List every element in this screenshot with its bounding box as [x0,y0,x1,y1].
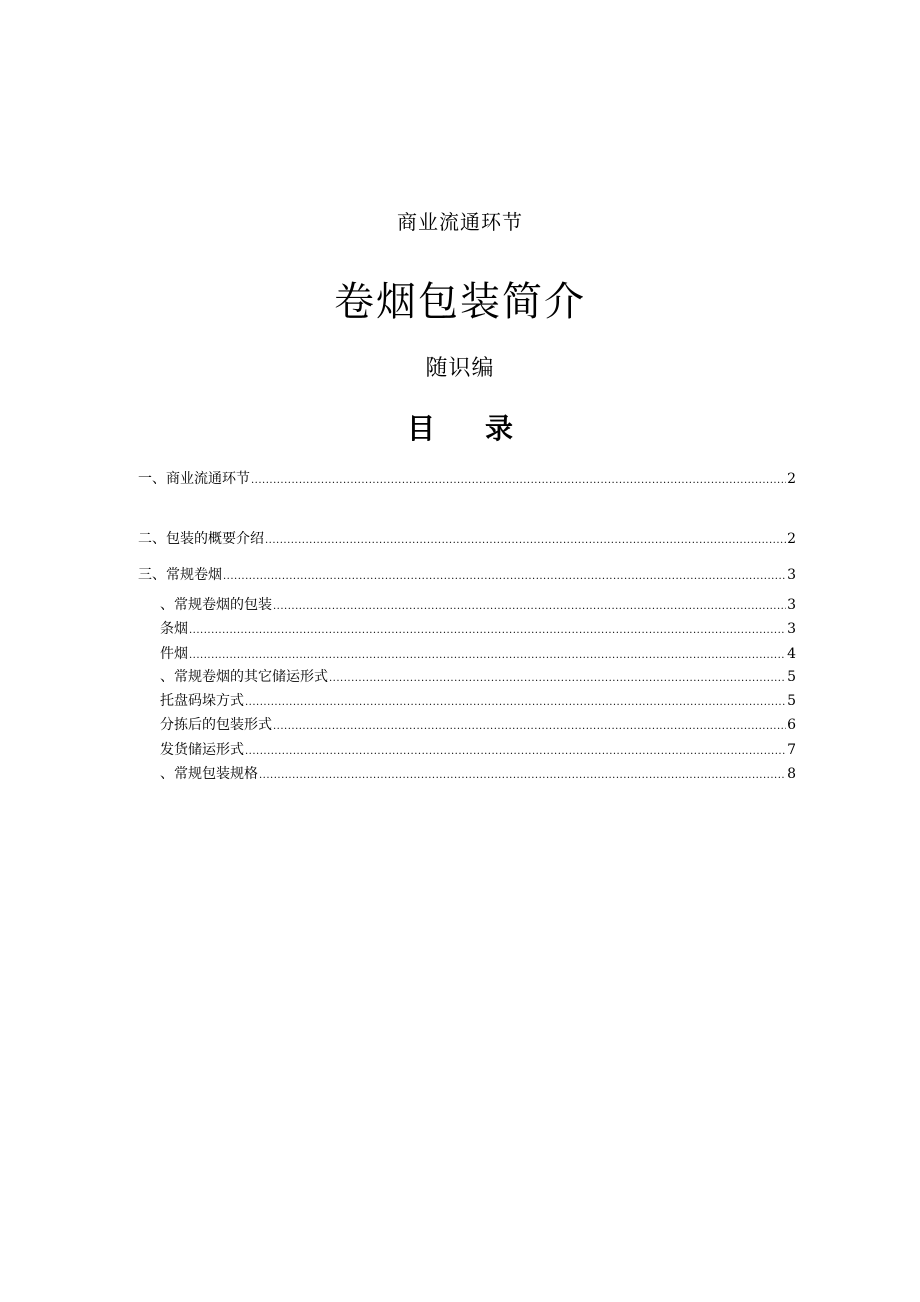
toc-entry-label: 、常规卷烟的其它储运形式 [160,669,328,685]
toc-entry[interactable] [160,620,796,638]
toc-entry-page: 5 [787,693,796,709]
toc-entry[interactable] [138,470,796,488]
toc-entry[interactable] [160,741,796,759]
toc-entry[interactable] [138,566,796,584]
toc-entry[interactable] [160,645,796,663]
toc-heading-right: 录 [485,412,514,445]
toc-entry-label: 发货储运形式 [160,742,244,758]
toc-entry[interactable] [160,668,796,686]
toc-entry-page: 5 [787,669,796,685]
toc-entry-label: 托盘码垛方式 [160,693,244,709]
toc-dot-leader [265,532,786,550]
toc-entry-page: 8 [787,766,796,782]
toc-entry-page: 4 [787,646,796,662]
toc-entry-page: 3 [787,567,796,583]
toc-entry[interactable] [160,765,796,783]
toc-dot-leader [259,767,786,785]
toc-dot-leader [273,718,786,736]
toc-entry-label: 、常规卷烟的包装 [160,597,272,613]
toc-dot-leader [251,472,786,490]
toc-entry-page: 3 [787,597,796,613]
toc-entry[interactable] [138,530,796,548]
toc-entry-label: 件烟 [160,646,188,662]
toc-dot-leader [273,598,786,616]
toc-dot-leader [245,694,786,712]
toc-entry-page: 2 [787,531,796,547]
toc-heading-left: 目 [406,412,435,445]
toc-entry-label: 一、商业流通环节 [138,471,250,487]
toc-entry[interactable] [160,692,796,710]
toc-entry-page: 7 [787,742,796,758]
toc-dot-leader [245,743,786,761]
document-subtitle: 商业流通环节 [397,210,523,234]
toc-entry-label: 、常规包装规格 [160,766,258,782]
toc-entry-page: 3 [787,621,796,637]
toc-entry-label: 二、包装的概要介绍 [138,531,264,547]
toc-entry-page: 2 [787,471,796,487]
toc-entry-label: 分拣后的包装形式 [160,717,272,733]
toc-dot-leader [189,622,786,640]
document-author: 随识编 [425,356,495,381]
toc-dot-leader [223,568,786,586]
toc-heading [0,407,920,447]
toc-entry[interactable] [160,596,796,614]
toc-entry-label: 条烟 [160,621,188,637]
toc-dot-leader [189,647,786,665]
toc-entry-page: 6 [787,717,796,733]
toc-entry-label: 三、常规卷烟 [138,567,222,583]
document-title: 卷烟包装简介 [334,279,586,325]
toc-dot-leader [329,670,786,688]
toc-entry[interactable] [160,716,796,734]
